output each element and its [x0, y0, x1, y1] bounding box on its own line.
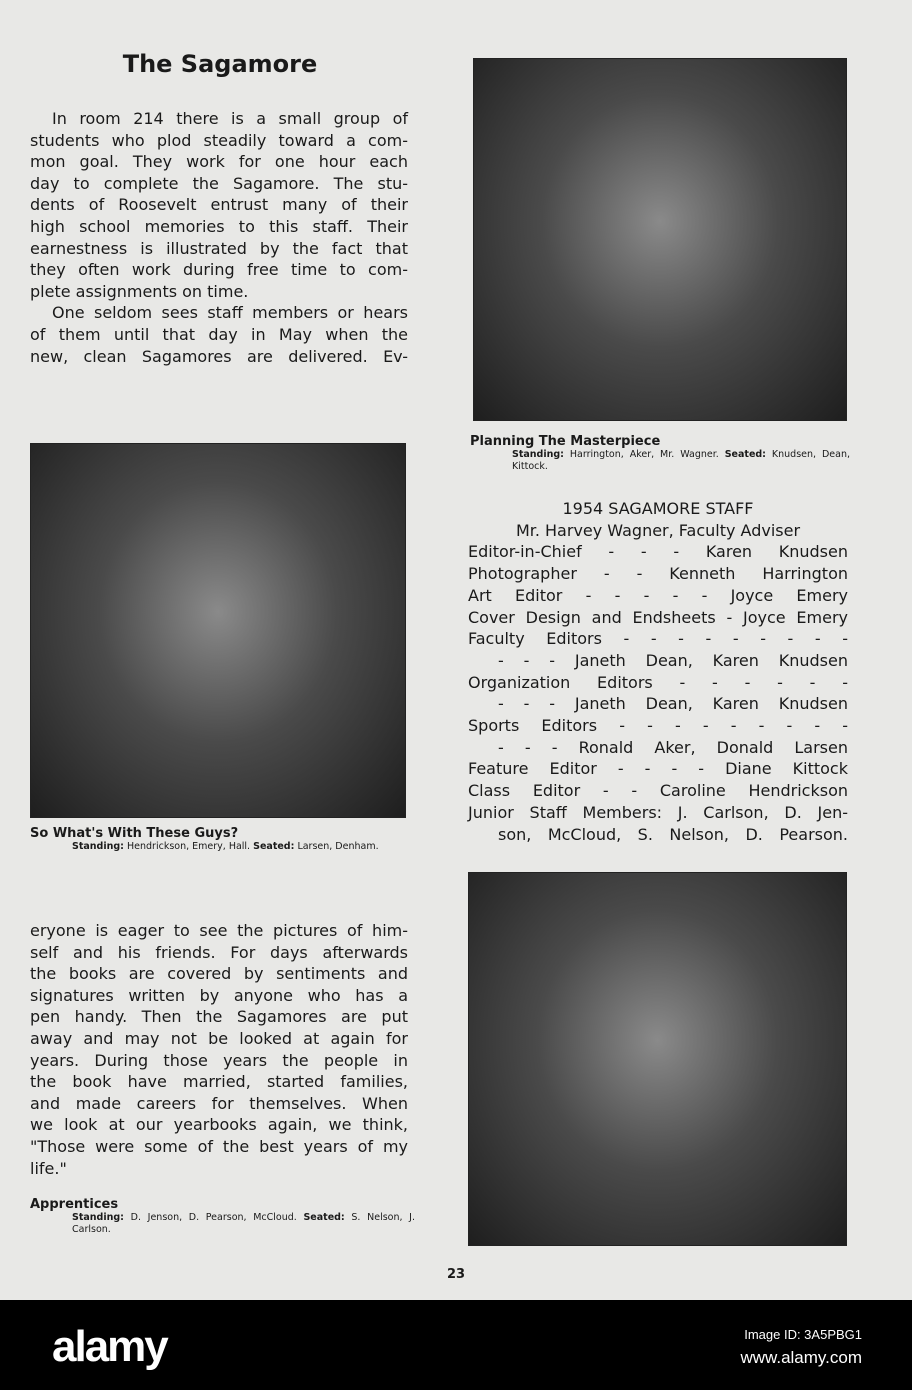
staff-line: Junior Staff Members: J. Carlson, D. Jen-: [468, 802, 848, 822]
text-line: they often work during free time to com-: [30, 260, 408, 280]
text-line: and made careers for themselves. When: [30, 1093, 408, 1113]
continued-text: [30, 920, 408, 1179]
text-line: One seldom sees staff members or hears: [52, 303, 408, 323]
caption-text: [72, 841, 415, 853]
text-line: "Those were some of the best years of my: [30, 1136, 408, 1156]
staff-line: Sports Editors - - - - - - - - -: [468, 716, 848, 736]
staff-heading: 1954 SAGAMORE STAFF: [562, 499, 754, 518]
text-line: of them until that day in May when the: [30, 324, 408, 344]
label: Standing:: [72, 1212, 124, 1223]
photo-apprentices: [468, 872, 847, 1246]
caption-title: Apprentices: [30, 1197, 119, 1212]
image-id: Image ID: 3A5PBG1: [744, 1327, 862, 1342]
photo-so-whats-with-these-guys: [30, 443, 406, 818]
text-line: eryone is eager to see the pictures of him-: [30, 921, 408, 940]
text-line: day to complete the Sagamore. The stu-: [30, 173, 408, 193]
caption-text: [72, 1212, 415, 1236]
text-line: mon goal. They work for one hour each: [30, 152, 408, 172]
text-line: the books are covered by sentiments and: [30, 964, 408, 984]
text-line: plete assignments on time.: [30, 281, 249, 301]
text-line: pen handy. Then the Sagamores are put: [30, 1007, 408, 1027]
staff-list: [468, 498, 848, 845]
staff-line: Art Editor - - - - - Joyce Emery: [468, 585, 848, 605]
page-number: 23: [446, 1267, 466, 1282]
staff-line: son, McCloud, S. Nelson, D. Pearson.: [498, 824, 848, 844]
text-line: In room 214 there is a small group of: [52, 109, 408, 128]
text-line: earnestness is illustrated by the fact that: [30, 238, 408, 258]
paragraph-3: [30, 920, 408, 1179]
staff-line: Faculty Editors - - - - - - - - -: [468, 629, 848, 649]
alamy-logo: alamy: [52, 1322, 167, 1371]
photo-planning-the-masterpiece: [473, 58, 847, 421]
staff-line: - - - Janeth Dean, Karen Knudsen: [498, 650, 848, 670]
text-line: years. During those years the people in: [30, 1050, 408, 1070]
page-title: The Sagamore: [122, 50, 318, 78]
staff-line: Class Editor - - Caroline Hendrickson: [468, 781, 848, 801]
watermark-url: www.alamy.com: [740, 1348, 862, 1367]
label: Seated:: [253, 841, 295, 852]
text-line: high school memories to this staff. Their: [30, 216, 408, 236]
text-line: signatures written by anyone who has a: [30, 985, 408, 1005]
label: Standing:: [512, 449, 564, 460]
caption-apprentices: [30, 1197, 415, 1236]
text-line: students who plod steadily toward a com-: [30, 130, 408, 150]
names: Larsen, Denham.: [297, 841, 379, 852]
intro-text: [30, 108, 408, 367]
label: Seated:: [303, 1212, 345, 1223]
caption-planning: [470, 434, 850, 473]
staff-line: Photographer - - Kenneth Harrington: [468, 564, 848, 584]
text-line: we look at our yearbooks again, we think,: [30, 1115, 408, 1135]
label: Seated:: [724, 449, 766, 460]
staff-line: Editor-in-Chief - - - Karen Knudsen: [468, 542, 848, 562]
staff-adviser: Mr. Harvey Wagner, Faculty Adviser: [515, 520, 801, 540]
staff-line: Feature Editor - - - - Diane Kittock: [468, 759, 848, 779]
watermark-band: [0, 1300, 912, 1390]
names: Harrington, Aker, Mr. Wagner.: [569, 449, 719, 460]
staff-line: Cover Design and Endsheets - Joyce Emery: [468, 607, 848, 627]
text-line: the book have married, started families,: [30, 1072, 408, 1092]
names: D. Jenson, D. Pearson, McCloud.: [130, 1212, 297, 1223]
names: Hendrickson, Emery, Hall.: [127, 841, 251, 852]
names: Knudsen, Dean, Kittock.: [512, 449, 850, 472]
caption-title: Planning The Masterpiece: [470, 434, 661, 449]
label: Standing:: [72, 841, 124, 852]
text-line: away and may not be looked at again for: [30, 1028, 408, 1048]
names: S. Nelson, J. Carlson.: [72, 1212, 415, 1235]
text-line: new, clean Sagamores are delivered. Ev-: [30, 346, 408, 366]
staff-line: - - - Ronald Aker, Donald Larsen: [498, 737, 848, 757]
text-line: self and his friends. For days afterwards: [30, 942, 408, 962]
staff-line: - - - Janeth Dean, Karen Knudsen: [498, 694, 848, 714]
text-line: life.": [30, 1158, 67, 1178]
paragraph-1: [30, 108, 408, 302]
caption-title: So What's With These Guys?: [30, 826, 239, 841]
caption-guys: [30, 826, 415, 853]
paragraph-2: [30, 302, 408, 367]
text-line: dents of Roosevelt entrust many of their: [30, 195, 408, 215]
caption-text: [512, 449, 850, 473]
staff-line: Organization Editors - - - - - -: [468, 672, 848, 692]
